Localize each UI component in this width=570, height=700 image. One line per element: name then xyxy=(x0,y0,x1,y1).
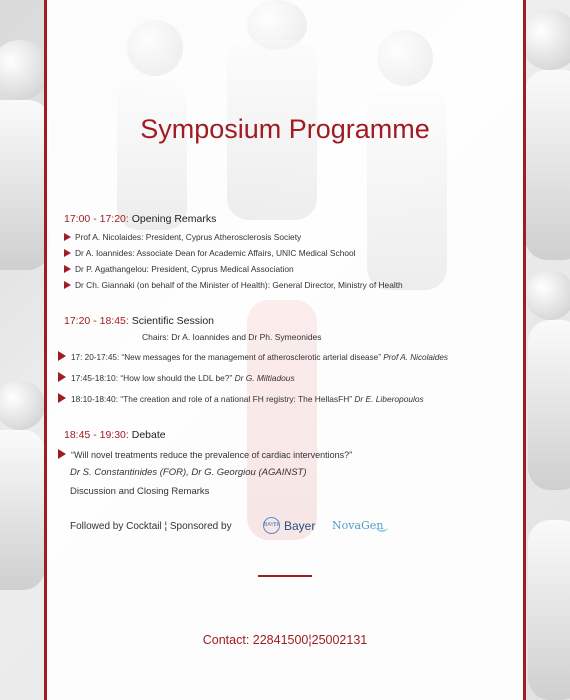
scientific-label: Scientific Session xyxy=(131,315,215,327)
talk-item: 17:45-18:10: “How low should the LDL be?” Dr G. Miltiadous xyxy=(58,372,295,383)
bullet-arrow-icon xyxy=(58,351,66,361)
programme-panel xyxy=(44,0,526,700)
debate-question: “Will novel treatments reduce the prevalence of cardiac interventions?” xyxy=(58,449,352,460)
novagen-swoosh-icon xyxy=(376,522,388,532)
bullet-arrow-icon xyxy=(58,393,66,403)
bullet-arrow-icon xyxy=(64,233,71,241)
session-chairs: Chairs: Dr A. Ioannides and Dr Ph. Symeonides xyxy=(142,332,322,342)
bullet-arrow-icon xyxy=(64,281,71,289)
debate-heading xyxy=(64,429,166,441)
scientific-heading xyxy=(64,315,214,327)
list-item: Prof A. Nicolaides: President, Cyprus Atherosclerosis Society xyxy=(64,232,301,242)
bullet-arrow-icon xyxy=(64,249,71,257)
opening-label: Opening Remarks xyxy=(131,213,217,225)
scientific-time: 17:20 - 18:45: xyxy=(64,315,129,327)
debate-label: Debate xyxy=(131,429,166,441)
novagen-logo: NovaGen xyxy=(332,519,384,532)
list-item: Dr P. Agathangelou: President, Cyprus Medical Association xyxy=(64,264,294,274)
opening-heading xyxy=(64,213,216,225)
closing-remarks: Discussion and Closing Remarks xyxy=(70,486,210,497)
bayer-logo: Bayer xyxy=(284,519,316,533)
contact-info: Contact: 22841500¦25002131 xyxy=(202,633,368,647)
opening-time: 17:00 - 17:20: xyxy=(64,213,129,225)
divider xyxy=(258,575,312,577)
debate-time: 18:45 - 19:30: xyxy=(64,429,129,441)
bullet-arrow-icon xyxy=(58,449,66,459)
bullet-arrow-icon xyxy=(64,265,71,273)
list-item: Dr Ch. Giannaki (on behalf of the Minister of Health): General Director, Ministry of Health xyxy=(64,280,403,290)
list-item: Dr A. Ioannides: Associate Dean for Academic Affairs, UNIC Medical School xyxy=(64,248,356,258)
talk-item: 17: 20-17:45: “New messages for the management of atherosclerotic arterial disease” Prof A. Nicolaides xyxy=(58,351,448,362)
talk-item: 18:10-18:40: “The creation and role of a national FH registry: The HellasFH” Dr E. Liberopoulos xyxy=(58,393,424,404)
page-title: Symposium Programme xyxy=(140,114,430,144)
bayer-cross-logo: BAYER xyxy=(263,517,280,534)
sponsor-text: Followed by Cocktail ¦ Sponsored by xyxy=(70,521,232,532)
bullet-arrow-icon xyxy=(58,372,66,382)
debate-speakers: Dr S. Constantinides (FOR), Dr G. Georgiou (AGAINST) xyxy=(70,467,307,478)
